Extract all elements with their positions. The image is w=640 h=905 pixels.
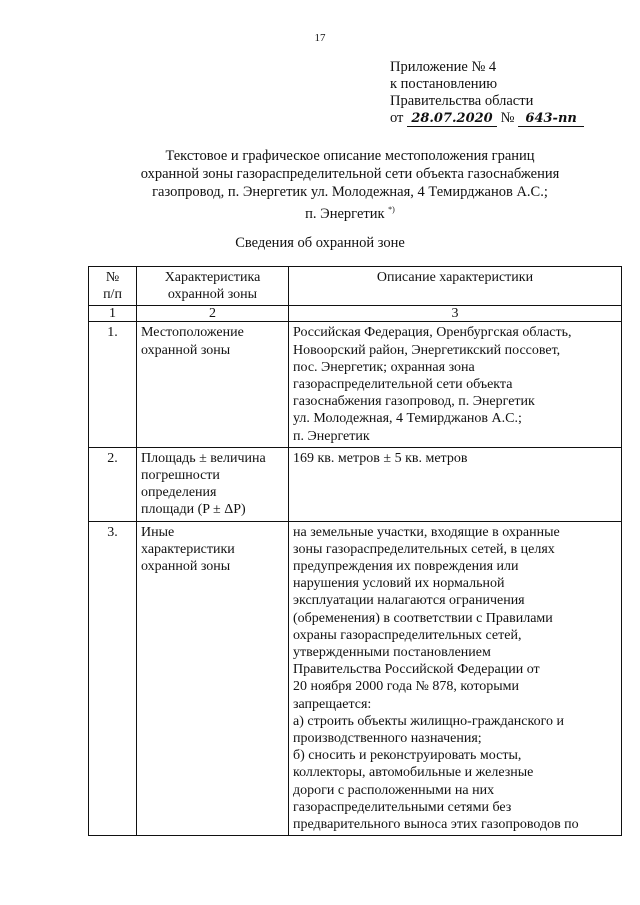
desc-line: Российская Федерация, Оренбургская область,: [293, 325, 572, 341]
from-label: от: [390, 110, 404, 126]
desc-line: ул. Молодежная, 4 Темирджанов А.С.;: [293, 411, 522, 427]
row-number: 3.: [89, 521, 137, 836]
zone-info-table: [88, 266, 622, 836]
desc-line: пос. Энергетик; охранная зона: [293, 359, 475, 375]
row-number: 2.: [89, 447, 137, 521]
section-subtitle: Сведения об охранной зоне: [235, 235, 405, 251]
table-row: [89, 322, 622, 447]
desc-line: утвержденными постановлением: [293, 645, 491, 661]
table-row: [89, 521, 622, 836]
appendix-line-3: Правительства области: [390, 93, 534, 109]
header-num: [89, 267, 137, 306]
header-desc-text: Описание характеристики: [376, 270, 534, 285]
desc-line: коллекторы, автомобильные и железные: [293, 765, 534, 781]
char-line: Площадь ± величина: [141, 450, 266, 466]
handwritten-number: 643-пп: [518, 112, 584, 127]
title-line-1: Текстовое и графическое описание местоположения границ: [165, 148, 535, 164]
appendix-block: [390, 59, 584, 127]
desc-line: предварительного выноса этих газопроводов по: [293, 817, 579, 833]
handwritten-date: 28.07.2020: [407, 112, 497, 127]
desc-line: предупреждения их повреждения или: [293, 559, 519, 575]
title-line-4: [70, 201, 630, 223]
char-line: охранной зоны: [141, 342, 231, 358]
desc-line: на земельные участки, входящие в охранные: [293, 524, 560, 540]
char-line: определения: [141, 485, 217, 501]
desc-line: п. Энергетик: [293, 428, 370, 444]
char-line: характеристики: [141, 541, 235, 557]
col-index-1: 1: [89, 306, 137, 322]
appendix-line-1: Приложение № 4: [390, 59, 497, 75]
header-characteristic: [137, 267, 289, 306]
header-char-line-1: Характеристика: [164, 270, 261, 285]
desc-line: Новоорский район, Энергетикский поссовет,: [293, 342, 561, 358]
desc-line: б) сносить и реконструировать мосты,: [293, 748, 522, 764]
row-description: [289, 322, 622, 447]
table-header-row: [89, 267, 622, 306]
desc-line: запрещается:: [293, 696, 372, 712]
row-description: [289, 447, 622, 521]
char-line: погрешности: [141, 468, 220, 484]
row-characteristic: [137, 322, 289, 447]
char-line: Иные: [141, 524, 175, 540]
desc-line: 20 ноября 2000 года № 878, которыми: [293, 679, 520, 695]
column-index-row: [89, 306, 622, 322]
header-char-line-2: охранной зоны: [167, 287, 258, 303]
page-number: 17: [314, 32, 326, 44]
desc-line: зоны газораспределительных сетей, в целях: [293, 541, 555, 557]
desc-line: дороги с расположенными на них: [293, 782, 495, 798]
char-line: Местоположение: [141, 325, 244, 341]
header-num-line-2: п/п: [103, 287, 122, 303]
desc-line: (обременения) в соответствии с Правилами: [293, 610, 553, 626]
title-line-3: газопровод, п. Энергетик ул. Молодежная, 4 Темирджанов А.С.;: [152, 184, 548, 200]
col-index-3: 3: [289, 306, 622, 322]
header-num-line-1: №: [105, 270, 120, 285]
title-line-4-text: п. Энергетик: [305, 205, 385, 222]
appendix-date-line: [390, 110, 584, 127]
desc-line: охраны газораспределительных сетей,: [293, 627, 522, 643]
col-index-2: 2: [137, 306, 289, 322]
appendix-line-2: к постановлению: [390, 76, 498, 92]
desc-line: газоснабжения газопровод, п. Энергетик: [293, 394, 535, 410]
desc-line: эксплуатации налагаются ограничения: [293, 593, 525, 609]
row-number: 1.: [89, 322, 137, 447]
desc-line: а) строить объекты жилищно-гражданского и: [293, 713, 564, 729]
desc-line: газораспределительными сетями без: [293, 799, 512, 815]
header-description: [289, 267, 622, 306]
desc-line: газораспределительной сети объекта: [293, 377, 513, 393]
char-line: охранной зоны: [141, 559, 231, 575]
desc-line: 169 кв. метров ± 5 кв. метров: [293, 450, 468, 466]
char-line: площади (P ± ΔP): [141, 502, 246, 518]
desc-line: производственного назначения;: [293, 731, 482, 747]
number-label: №: [500, 110, 515, 126]
desc-line: нарушения условий их нормальной: [293, 576, 505, 592]
document-title: [70, 147, 630, 223]
title-line-2: охранной зоны газораспределительной сети объекта газоснабжения: [140, 166, 560, 182]
row-characteristic: [137, 447, 289, 521]
footnote-mark: *): [388, 205, 395, 214]
table-row: [89, 447, 622, 521]
row-description: [289, 521, 622, 836]
row-characteristic: [137, 521, 289, 836]
desc-line: Правительства Российской Федерации от: [293, 662, 540, 678]
